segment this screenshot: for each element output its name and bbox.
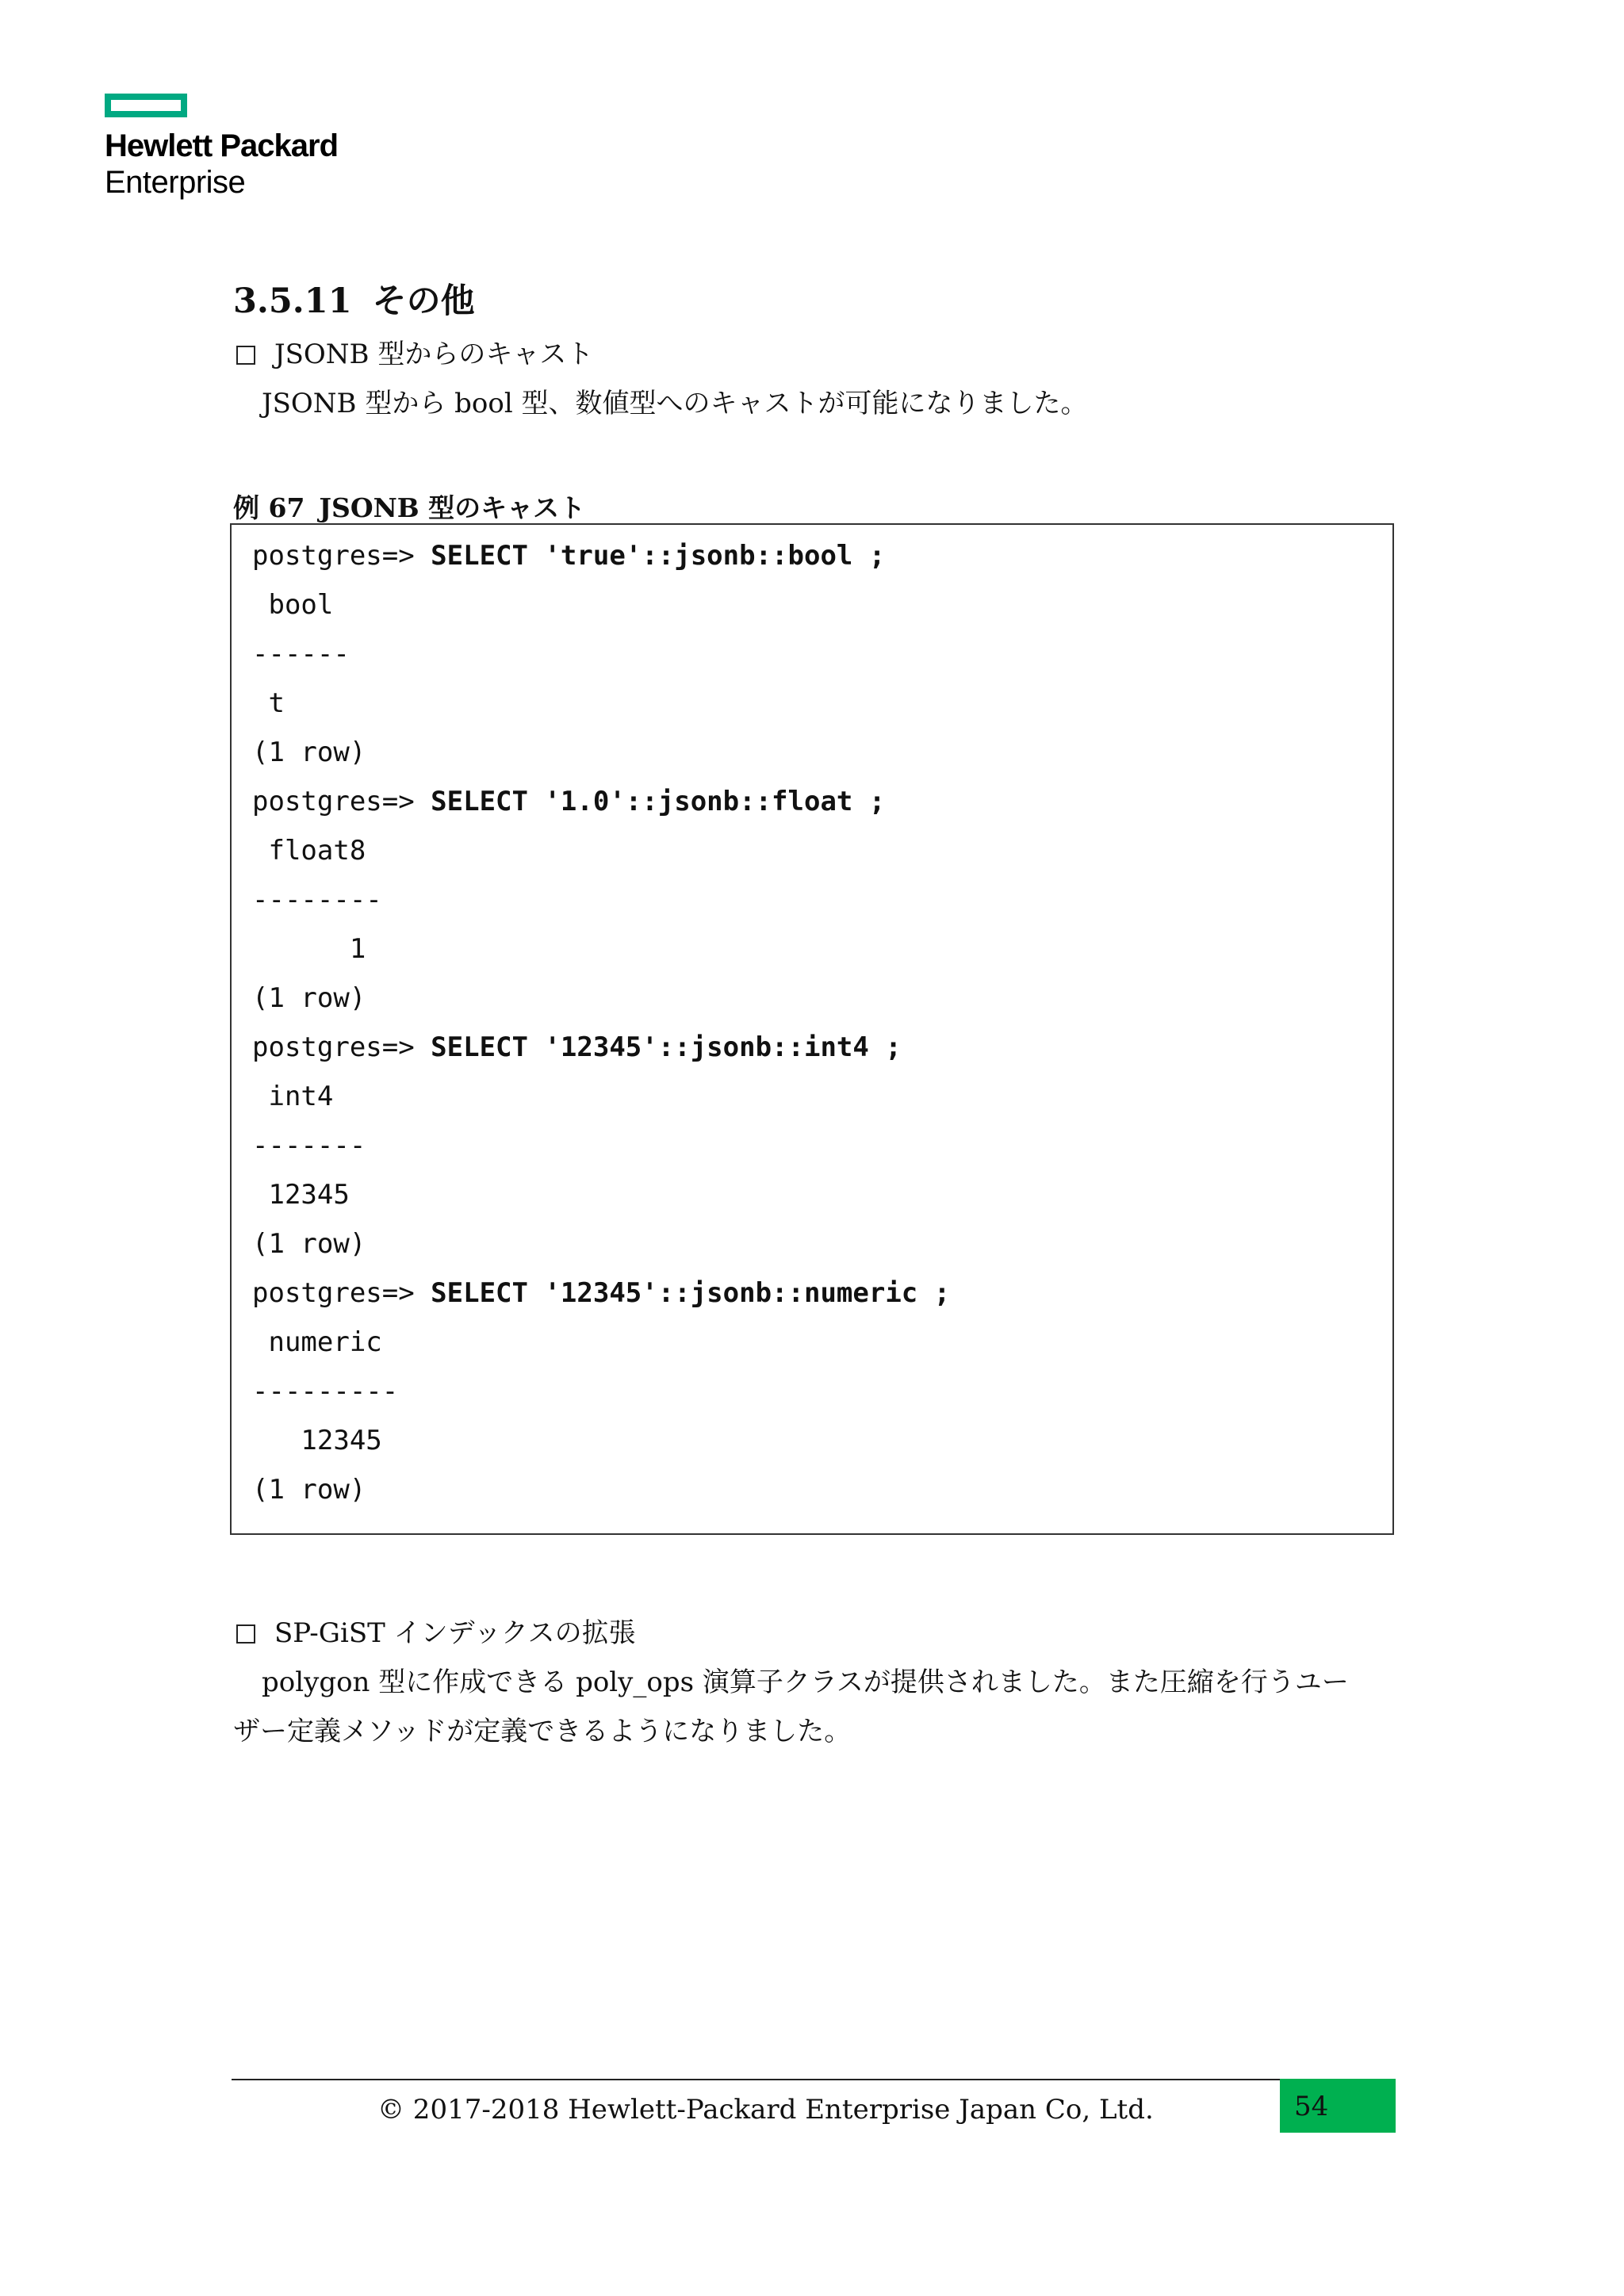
example-title: JSONB 型のキャスト (319, 492, 586, 523)
checkbox-icon (236, 1624, 255, 1644)
item1-body: JSONB 型から bool 型、数値型へのキャストが可能になりました。 (262, 388, 1088, 419)
code-line: 1 (252, 933, 366, 965)
item2-heading (236, 1617, 636, 1649)
example-caption (233, 488, 585, 525)
code-block (230, 523, 1394, 1535)
footer-divider (232, 2079, 1396, 2080)
page-number: 54 (1294, 2091, 1329, 2122)
code-line: t (252, 687, 285, 719)
code-line: 12345 (252, 1179, 350, 1211)
code-line: 12345 (252, 1425, 382, 1456)
code-line (252, 788, 885, 815)
code-line: ------ (252, 638, 350, 670)
item2-body-line1: polygon 型に作成できる poly_ops 演算子クラスが提供されました。また圧縮を行うユー (262, 1667, 1349, 1698)
code-line (252, 540, 886, 572)
footer-copyright: © 2017-2018 Hewlett-Packard Enterprise Japan Co, Ltd. (377, 2094, 1154, 2126)
logo-text-line2: Enterprise (105, 165, 246, 200)
section-title: その他 (372, 281, 475, 321)
code-line: -------- (252, 884, 382, 916)
code-command: SELECT '1.0'::jsonb::float ; (431, 786, 886, 817)
code-command: SELECT '12345'::jsonb::int4 ; (431, 1031, 902, 1063)
code-line: float8 (252, 835, 366, 867)
example-label: 例 67 (233, 492, 305, 523)
logo-text-line1: Hewlett Packard (105, 128, 339, 163)
item2-title: SP-GiST インデックスの拡張 (274, 1617, 636, 1649)
code-line: (1 row) (252, 737, 366, 768)
code-line: int4 (252, 1081, 334, 1112)
company-logo (105, 94, 358, 205)
section-heading (233, 274, 475, 323)
code-prompt: postgres=> (252, 540, 431, 572)
code-line: (1 row) (252, 1228, 366, 1260)
code-line (252, 1031, 902, 1063)
code-prompt: postgres=> (252, 1031, 431, 1063)
code-line: (1 row) (252, 982, 366, 1014)
code-line: ------- (252, 1130, 366, 1161)
code-line: numeric (252, 1326, 382, 1358)
checkbox-icon (236, 346, 255, 365)
code-command: SELECT '12345'::jsonb::numeric ; (431, 1277, 951, 1309)
code-line: (1 row) (252, 1474, 366, 1506)
code-line: bool (252, 589, 334, 621)
code-prompt: postgres=> (252, 786, 431, 817)
item2-body-line2: ザー定義メソッドが定義できるようになりました。 (233, 1716, 852, 1747)
page-number-box (1280, 2079, 1396, 2133)
item1-title: JSONB 型からのキャスト (274, 339, 594, 370)
hpe-logo-icon (105, 94, 187, 117)
code-line: --------- (252, 1376, 399, 1407)
section-number: 3.5.11 (233, 281, 352, 321)
code-command: SELECT 'true'::jsonb::bool ; (431, 540, 886, 572)
item1-heading (236, 341, 593, 368)
code-prompt: postgres=> (252, 1277, 431, 1309)
code-line (252, 1277, 951, 1309)
